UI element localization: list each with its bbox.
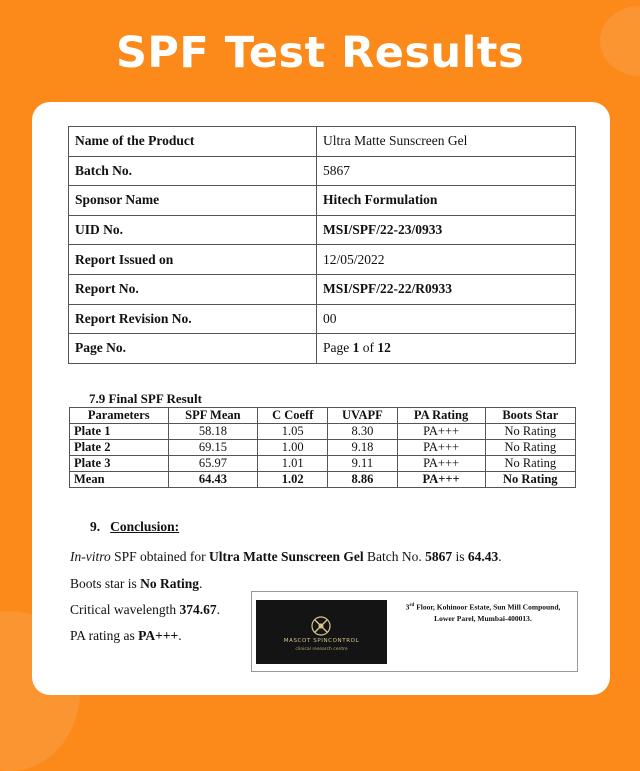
- pa-rating-value: PA+++: [138, 628, 179, 643]
- conclusion-wavelength-line: [70, 602, 220, 618]
- table-cell: 69.15: [168, 440, 258, 456]
- column-header: PA Rating: [397, 408, 485, 424]
- table-row: [70, 440, 576, 456]
- boots-star-value: No Rating: [140, 576, 200, 591]
- table-cell: Mean: [70, 472, 169, 488]
- product-name-label: Name of the Product: [69, 127, 317, 157]
- conclusion-spf-line: [70, 549, 502, 565]
- table-cell: No Rating: [485, 424, 575, 440]
- lab-address: [392, 600, 574, 624]
- table-row: [69, 186, 576, 216]
- table-row: [69, 127, 576, 157]
- address-superscript: rd: [409, 603, 415, 608]
- table-row: [69, 156, 576, 186]
- batch-no-label: Batch No.: [69, 156, 317, 186]
- lab-logo-tagline: clinical research centre: [295, 647, 348, 652]
- table-cell: 1.05: [258, 424, 328, 440]
- critical-wavelength-value: 374.67: [179, 602, 217, 617]
- table-cell: No Rating: [485, 440, 575, 456]
- table-row: [70, 456, 576, 472]
- table-cell: 1.01: [258, 456, 328, 472]
- table-cell: Plate 3: [70, 456, 169, 472]
- table-cell: PA+++: [397, 440, 485, 456]
- lab-logo: [256, 600, 387, 664]
- conclusion-boots-line: [70, 576, 202, 592]
- page-no-value: [317, 334, 576, 364]
- text: Batch No.: [363, 549, 426, 564]
- text: Critical wavelength: [70, 602, 180, 617]
- table-cell: 1.00: [258, 440, 328, 456]
- text: .: [216, 602, 220, 617]
- column-header: Boots Star: [485, 408, 575, 424]
- uid-no-label: UID No.: [69, 215, 317, 245]
- table-row: [69, 245, 576, 275]
- report-card: [32, 102, 610, 695]
- table-cell: 8.86: [328, 472, 397, 488]
- column-header: UVAPF: [328, 408, 397, 424]
- column-header: Parameters: [70, 408, 169, 424]
- page-title: SPF Test Results: [115, 28, 525, 78]
- table-cell: No Rating: [485, 456, 575, 472]
- table-cell: 9.11: [328, 456, 397, 472]
- spf-result-table: [69, 407, 576, 488]
- lab-logo-name: MASCOT SPINCONTROL: [283, 638, 360, 644]
- report-revision-value: 00: [317, 304, 576, 334]
- page-current: 1: [352, 340, 360, 356]
- table-cell: Plate 1: [70, 424, 169, 440]
- table-row: [69, 274, 576, 304]
- address-line: Lower Parel, Mumbai-400013.: [434, 613, 532, 623]
- table-cell: PA+++: [397, 472, 485, 488]
- column-header: SPF Mean: [168, 408, 258, 424]
- table-cell: PA+++: [397, 424, 485, 440]
- sponsor-name-value: Hitech Formulation: [317, 186, 576, 216]
- table-cell: 8.30: [328, 424, 397, 440]
- table-header-row: [70, 408, 576, 424]
- text: Boots star is: [70, 576, 141, 591]
- page-no-label: Page No.: [69, 334, 317, 364]
- text: PA rating as: [70, 628, 139, 643]
- table-cell: PA+++: [397, 456, 485, 472]
- table-row: [69, 304, 576, 334]
- uid-no-value: MSI/SPF/22-23/0933: [317, 215, 576, 245]
- report-no-value: MSI/SPF/22-22/R0933: [317, 274, 576, 304]
- text: is: [452, 549, 468, 564]
- page-prefix: Page: [323, 340, 353, 356]
- conclusion-number: 9.: [90, 519, 101, 534]
- conclusion-pa-line: [70, 628, 182, 644]
- text: SPF obtained for: [110, 549, 210, 564]
- page-total: 12: [377, 340, 391, 356]
- table-cell: 58.18: [168, 424, 258, 440]
- text: .: [498, 549, 502, 564]
- address-text: Floor, Kohinoor Estate, Sun Mill Compound,: [414, 602, 561, 612]
- table-cell: 65.97: [168, 456, 258, 472]
- product-name: Ultra Matte Sunscreen Gel: [209, 549, 364, 564]
- table-row: [69, 215, 576, 245]
- table-cell: 64.43: [168, 472, 258, 488]
- conclusion-heading: [90, 519, 179, 535]
- spf-value: 64.43: [467, 549, 499, 564]
- table-cell: 9.18: [328, 440, 397, 456]
- sponsor-name-label: Sponsor Name: [69, 186, 317, 216]
- table-row: [69, 334, 576, 364]
- address-number: 3: [405, 602, 410, 612]
- batch-number: 5867: [425, 549, 453, 564]
- table-cell: 1.02: [258, 472, 328, 488]
- batch-no-value: 5867: [317, 156, 576, 186]
- table-cell: Plate 2: [70, 440, 169, 456]
- page-of: of: [359, 340, 378, 356]
- product-info-table: [68, 126, 576, 364]
- column-header: C Coeff: [258, 408, 328, 424]
- spf-section-title: 7.9 Final SPF Result: [89, 391, 202, 406]
- in-vitro-text: In-vitro: [70, 549, 111, 564]
- report-issued-value: 12/05/2022: [317, 245, 576, 275]
- table-cell: No Rating: [485, 472, 575, 488]
- text: .: [178, 628, 182, 643]
- table-row: [70, 424, 576, 440]
- report-no-label: Report No.: [69, 274, 317, 304]
- lab-emblem-icon: [309, 615, 333, 637]
- conclusion-title: Conclusion:: [110, 519, 180, 534]
- table-row-mean: [70, 472, 576, 488]
- product-name-value: Ultra Matte Sunscreen Gel: [317, 127, 576, 157]
- lab-stamp: [251, 591, 578, 672]
- address-line: [392, 600, 574, 613]
- report-revision-label: Report Revision No.: [69, 304, 317, 334]
- report-issued-label: Report Issued on: [69, 245, 317, 275]
- text: .: [199, 576, 203, 591]
